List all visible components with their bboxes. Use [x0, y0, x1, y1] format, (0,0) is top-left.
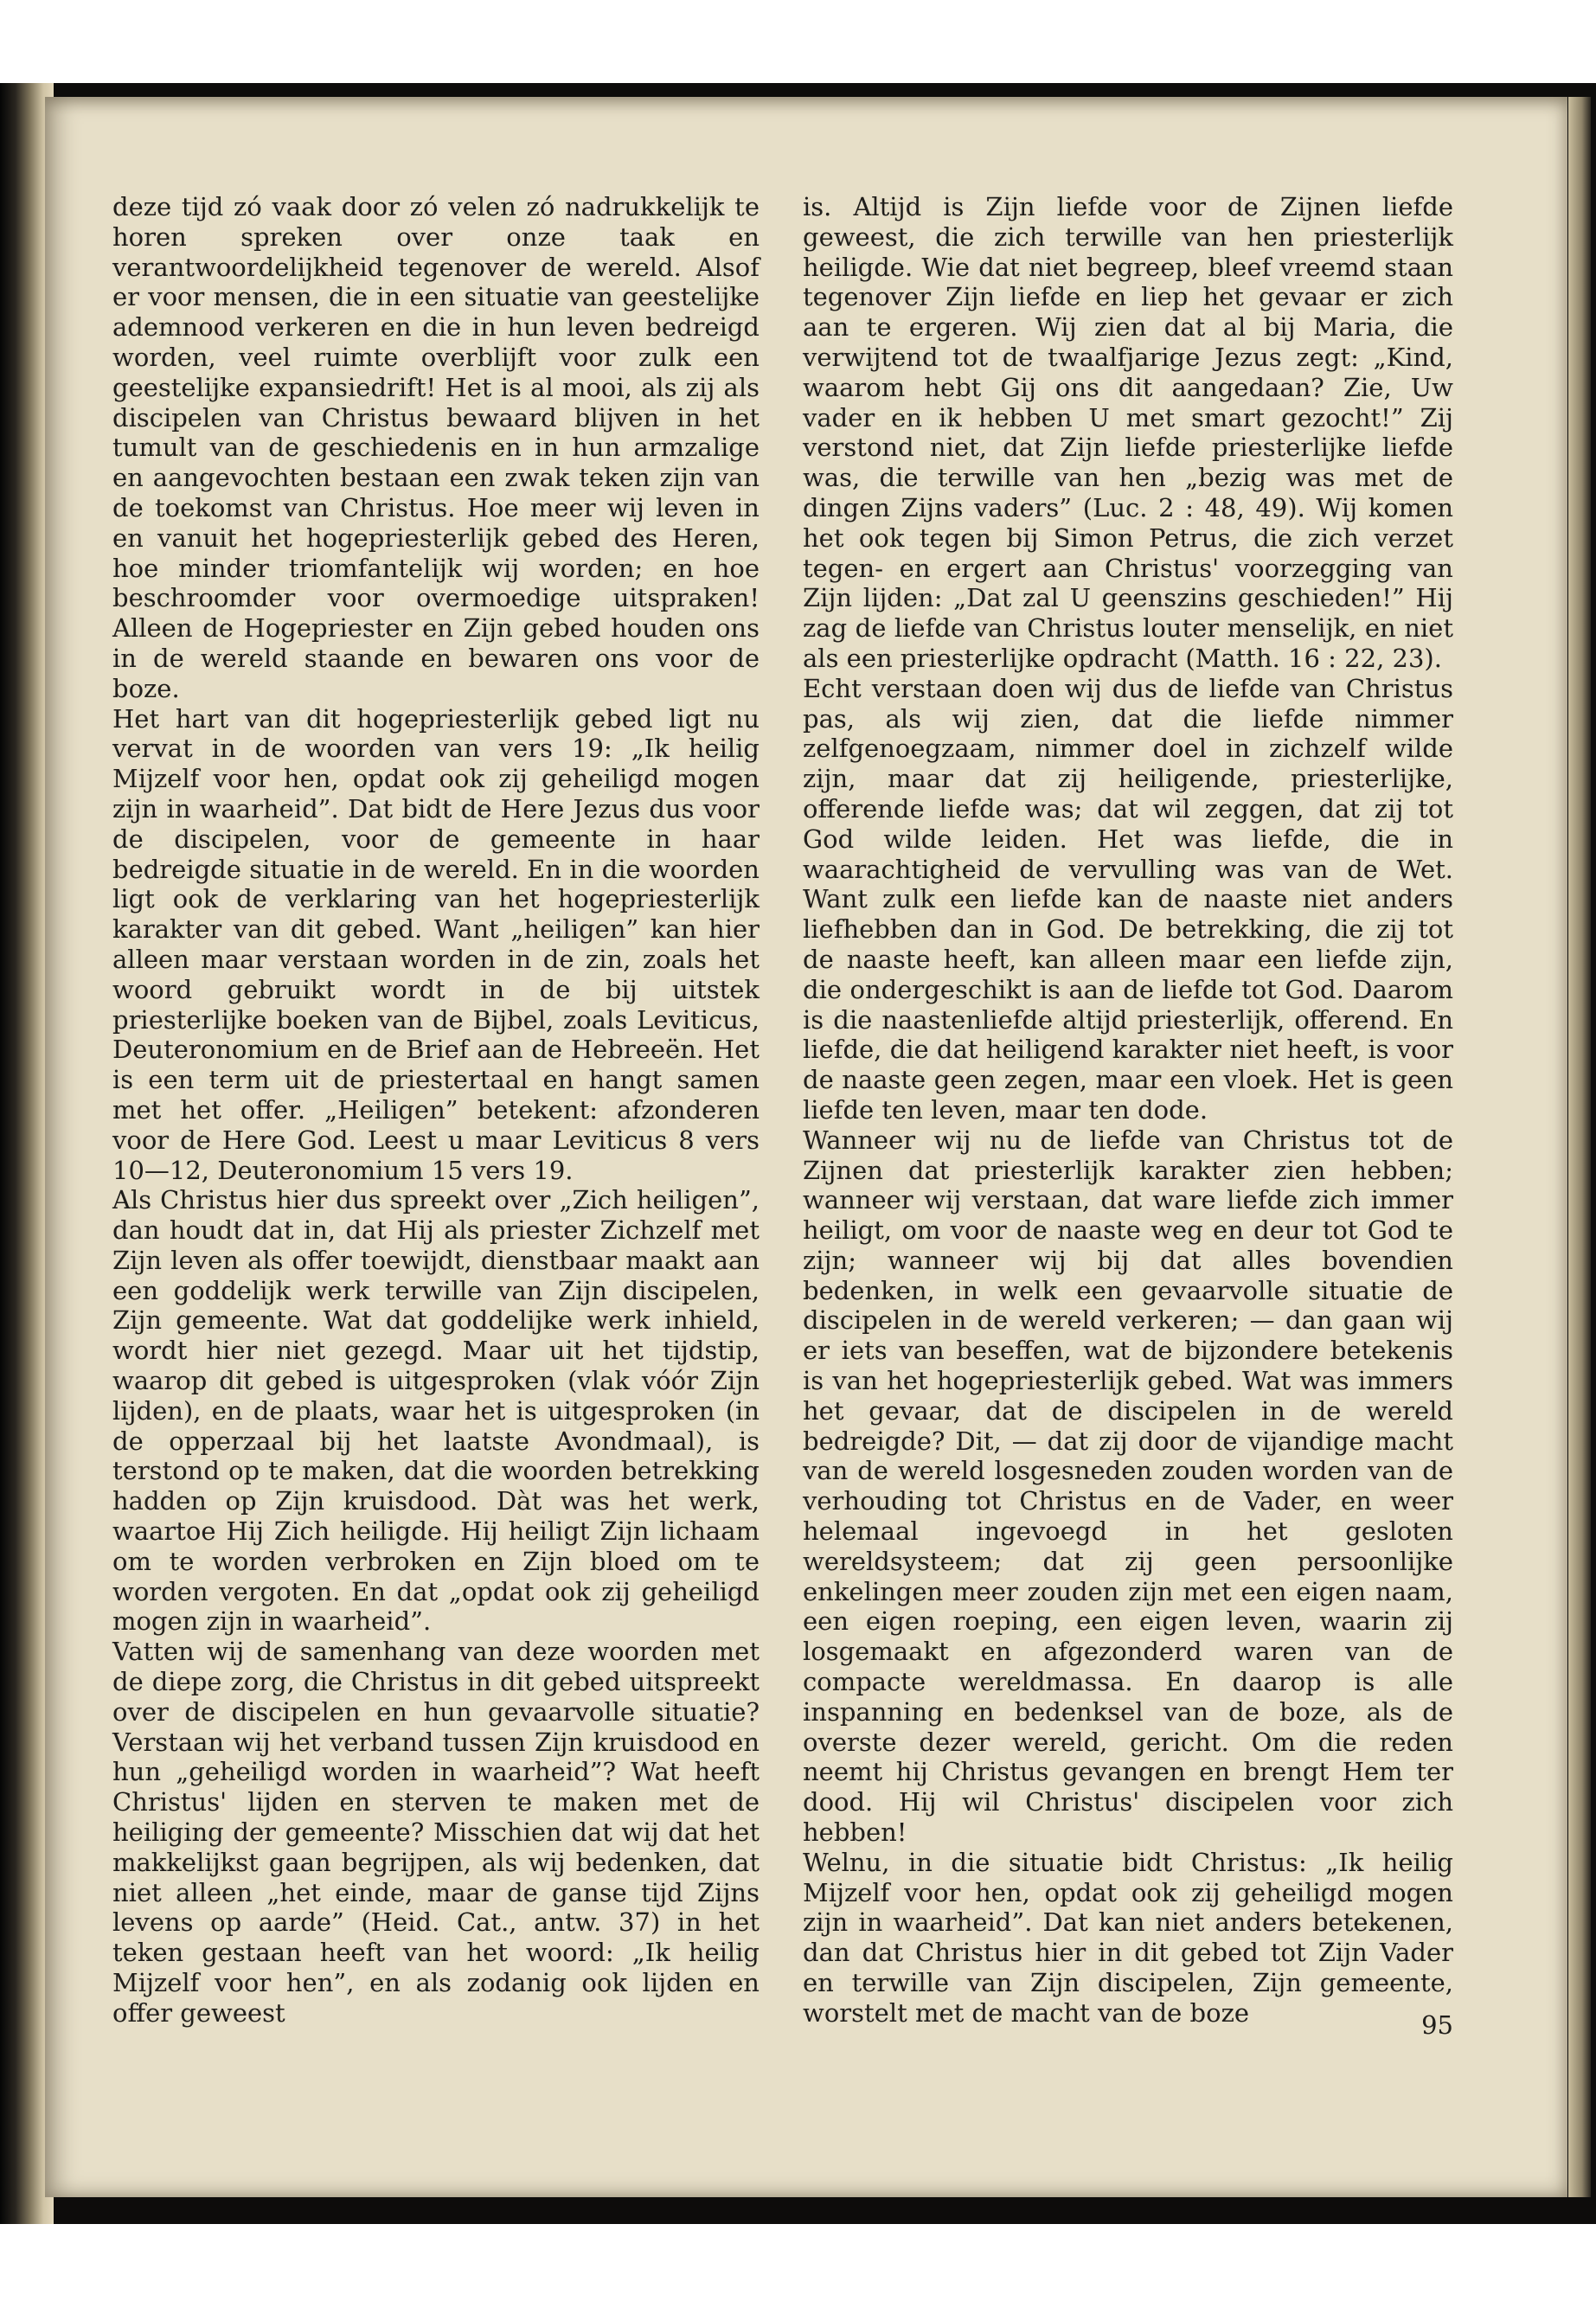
page-number: 95: [1421, 2010, 1453, 2040]
page-edge: [1568, 97, 1591, 2197]
paragraph: deze tijd zó vaak door zó velen zó nadrukkelijk te horen spreken over onze taak en verantwoordelijkheid tegenover de wereld. Alsof er voor mensen, die in een situatie van geestelijke ademnood verkeren en die in hun leven bedreigd worden, veel ruimte overblijft voor zulk een geestelijke expansiedrift! Het is al mooi, als zij als discipelen van Christus bewaard blijven in het tumult van de geschiedenis en in hun armzalige en aangevochten bestaan een zwak teken zijn van de toekomst van Christus. Hoe meer wij leven in en vanuit het hogepriesterlijk gebed des Heren, hoe minder triomfantelijk wij worden; en hoe beschroomder voor overmoedige uitspraken! Alleen de Hogepriester en Zijn gebed houden ons in de wereld staande en bewaren ons voor de boze.: [112, 192, 760, 703]
left-text-column: [112, 192, 760, 2029]
paragraph: Het hart van dit hogepriesterlijk gebed ligt nu vervat in de woorden van vers 19: „Ik heilig Mijzelf voor hen, opdat ook zij geheiligd mogen zijn in waarheid”. Dat bidt de Here Jezus dus voor de discipelen, voor de gemeente in haar bedreigde situatie in de wereld. En in die woorden ligt ook de verklaring van het hogepriesterlijk karakter van dit gebed. Want „heiligen” kan hier alleen maar verstaan worden in de zin, zoals het woord gebruikt wordt in de bij uitstek priesterlijke boeken van de Bijbel, zoals Leviticus, Deuteronomium en de Brief aan de Hebreeën. Het is een term uit de priestertaal en hangt samen met het offer. „Heiligen” betekent: afzonderen voor de Here God. Leest u maar Leviticus 8 vers 10—12, Deuteronomium 15 vers 19.: [112, 703, 760, 1185]
paragraph: Echt verstaan doen wij dus de liefde van Christus pas, als wij zien, dat die liefde nimmer zelfgenoegzaam, nimmer doel in zichzelf wilde zijn, maar dat zij heiligende, priesterlijke, offerende liefde was; dat wil zeggen, dat zij tot God wilde leiden. Het was liefde, die in waarachtigheid de vervulling was van de Wet. Want zulk een liefde kan de naaste niet anders liefhebben dan in God. De betrekking, die zij tot de naaste heeft, kan alleen maar een liefde zijn, die ondergeschikt is aan de liefde tot God. Daarom is die naastenliefde altijd priesterlijk, offerend. En liefde, die dat heiligend karakter niet heeft, is voor de naaste geen zegen, maar een vloek. Het is geen liefde ten leven, maar ten dode.: [803, 673, 1453, 1125]
paragraph: is. Altijd is Zijn liefde voor de Zijnen liefde geweest, die zich terwille van hen priesterlijk heiligde. Wie dat niet begreep, bleef vreemd staan tegenover Zijn liefde en liep het gevaar er zich aan te ergeren. Wij zien dat al bij Maria, die verwijtend tot de twaalfjarige Jezus zegt: „Kind, waarom hebt Gij ons dit aangedaan? Zie, Uw vader en ik hebben U met smart gezocht!” Zij verstond niet, dat Zijn liefde priesterlijke liefde was, die terwille van hen „bezig was met de dingen Zijns vaders” (Luc. 2 : 48, 49). Wij komen het ook tegen bij Simon Petrus, die zich verzet tegen- en ergert aan Christus' voorzegging van Zijn lijden: „Dat zal U geenszins geschieden!” Hij zag de liefde van Christus louter menselijk, en niet als een priesterlijke opdracht (Matth. 16 : 22, 23).: [803, 192, 1453, 673]
paragraph: Welnu, in die situatie bidt Christus: „Ik heilig Mijzelf voor hen, opdat ook zij geheiligd mogen zijn in waarheid”. Dat kan niet anders betekenen, dan dat Christus hier in dit gebed tot Zijn Vader en terwille van Zijn discipelen, Zijn gemeente, worstelt met de macht van de boze: [803, 1847, 1453, 2028]
paragraph: Als Christus hier dus spreekt over „Zich heiligen”, dan houdt dat in, dat Hij als priester Zichzelf met Zijn leven als offer toewijdt, dienstbaar maakt aan een goddelijk werk terwille van Zijn discipelen, Zijn gemeente. Wat dat goddelijke werk inhield, wordt hier niet gezegd. Maar uit het tijdstip, waarop dit gebed is uitgesproken (vlak vóór Zijn lijden), en de plaats, waar het is uitgesproken (in de opperzaal bij het laatste Avondmaal), is terstond op te maken, dat die woorden betrekking hadden op Zijn kruisdood. Dàt was het werk, waartoe Hij Zich heiligde. Hij heiligt Zijn lichaam om te worden verbroken en Zijn bloed om te worden vergoten. En dat „opdat ook zij geheiligd mogen zijn in waarheid”.: [112, 1185, 760, 1637]
paragraph: Vatten wij de samenhang van deze woorden met de diepe zorg, die Christus in dit gebed uitspreekt over de discipelen en hun gevaarvolle situatie? Verstaan wij het verband tussen Zijn kruisdood en hun „geheiligd worden in waarheid”? Wat heeft Christus' lijden en sterven te maken met de heiliging der gemeente? Misschien dat wij dat het makkelijkst gaan begrijpen, als wij bedenken, dat niet alleen „het einde, maar de ganse tijd Zijns levens op aarde” (Heid. Cat., antw. 37) in het teken gestaan heeft van het woord: „Ik heilig Mijzelf voor hen”, en als zodanig ook lijden en offer geweest: [112, 1637, 760, 2028]
right-text-column: [803, 192, 1453, 2029]
paragraph: Wanneer wij nu de liefde van Christus tot de Zijnen dat priesterlijk karakter zien hebben; wanneer wij verstaan, dat ware liefde zich immer heiligt, om voor de naaste weg en deur tot God te zijn; wanneer wij bij dat alles bovendien bedenken, in welk een gevaarvolle situatie de discipelen in de wereld verkeren; — dan gaan wij er iets van beseffen, wat de bijzondere betekenis is van het hogepriesterlijk gebed. Wat was immers het gevaar, dat de discipelen in de wereld bedreigde? Dit, — dat zij door de vijandige macht van de wereld losgesneden zouden worden van de verhouding tot Christus en de Vader, en weer helemaal ingevoegd in het gesloten wereldsysteem; dat zij geen persoonlijke enkelingen meer zouden zijn met een eigen naam, een eigen roeping, een eigen leven, waarin zij losgemaakt en afgezonderd waren van de compacte wereldmassa. En daarop is alle inspanning en bedenksel van de boze, als de overste dezer wereld, gericht. Om die reden neemt hij Christus gevangen en brengt Hem ter dood. Hij wil Christus' discipelen voor zich hebben!: [803, 1125, 1453, 1848]
